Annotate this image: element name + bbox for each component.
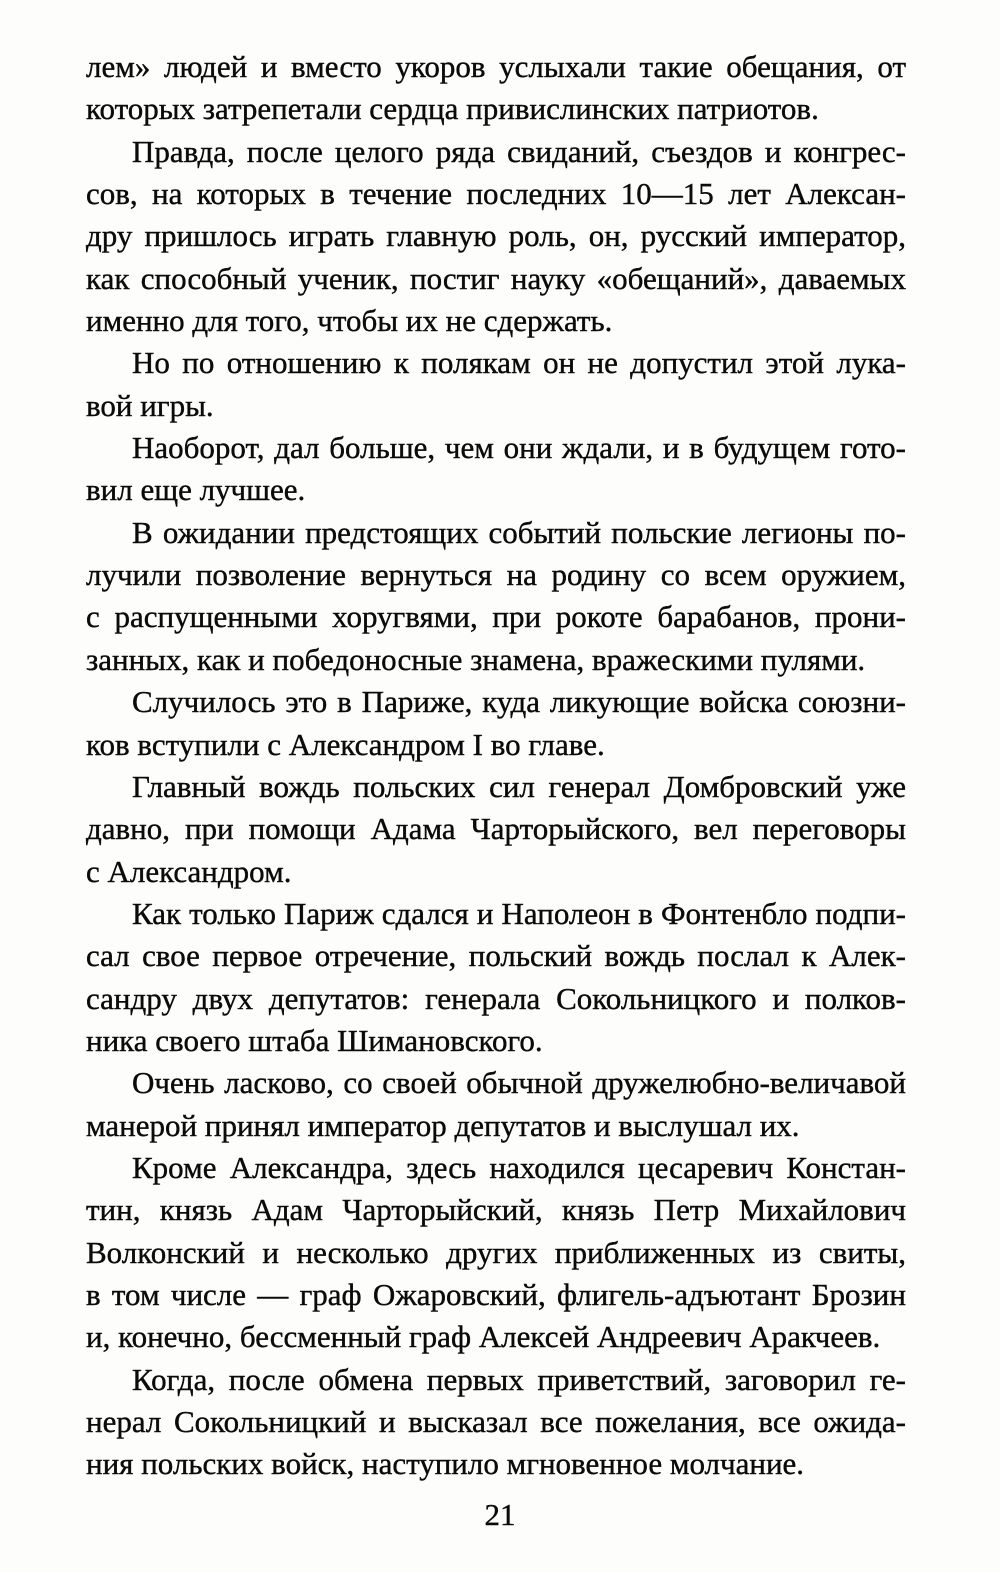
text-line: Как только Париж сдался и Наполеон в Фонтенбло подпи- [132, 895, 906, 931]
text-line: именно для того, чтобы их не сдержать. [86, 303, 613, 339]
text-line: в том числе — граф Ожаровский, флигель-адъютант Брозин [86, 1276, 906, 1312]
text-line: как способный ученик, постиг науку «обещаний», даваемых [86, 260, 906, 296]
text-line: тин, князь Адам Чарторыйский, князь Петр Михайлович [86, 1192, 906, 1228]
text-line: Случилось это в Париже, куда ликующие войска союзни- [132, 684, 906, 720]
text-line: лем» людей и вместо укоров услыхали такие обещания, от [86, 49, 906, 84]
text-line: вой игры. [86, 387, 214, 423]
text-line: сал свое первое отречение, польский вождь послал к Алек- [86, 938, 906, 974]
text-line: Главный вождь польских сил генерал Домбровский уже [132, 768, 906, 804]
text-line: ков вступили с Александром I во главе. [86, 726, 605, 762]
text-line: Когда, после обмена первых приветствий, заговорил ге- [132, 1361, 906, 1397]
text-line: с Александром. [86, 853, 292, 889]
text-line: Наоборот, дал больше, чем они ждали, и в будущем гото- [132, 430, 906, 466]
text-line: Кроме Александра, здесь находился цесаревич Констан- [132, 1149, 906, 1185]
text-line: и, конечно, бессменный граф Алексей Андреевич Аракчеев. [86, 1319, 881, 1355]
text-line: дру пришлось играть главную роль, он, русский император, [86, 218, 906, 254]
text-line: Волконский и несколько других приближенных из свиты, [86, 1234, 906, 1270]
text-line: ника своего штаба Шимановского. [86, 1022, 543, 1058]
text-line: с распущенными хоругвями, при рокоте барабанов, прони- [86, 599, 906, 635]
text-line: лучили позволение вернуться на родину со всем оружием, [86, 557, 906, 593]
text-line: нерал Сокольницкий и высказал все пожелания, все ожида- [86, 1404, 906, 1439]
page-number: 21 [484, 1497, 516, 1532]
text-line: вил еще лучшее. [86, 472, 306, 508]
text-line: Правда, после целого ряда свиданий, съездов и конгрес- [132, 133, 906, 169]
text-line: ния польских войск, наступило мгновенное молчание. [86, 1446, 805, 1482]
text-line: занных, как и победоносные знамена, вражескими пулями. [86, 641, 866, 677]
text-line: Но по отношению к полякам он не допустил этой лука- [132, 345, 906, 381]
text-line: давно, при помощи Адама Чарторыйского, вел переговоры [86, 811, 906, 847]
text-line: сов, на которых в течение последних 10—15 лет Алексан- [86, 176, 906, 212]
text-line: В ожидании предстоящих событий польские легионы по- [132, 514, 906, 550]
page-text-block [86, 46, 906, 1486]
text-line: манерой принял император депутатов и выслушал их. [86, 1107, 800, 1143]
text-line: которых затрепетали сердца привислинских патриотов. [86, 91, 819, 127]
text-line: Очень ласково, со своей обычной дружелюбно-величавой [132, 1065, 906, 1101]
text-line: сандру двух депутатов: генерала Сокольницкого и полков- [86, 980, 906, 1016]
